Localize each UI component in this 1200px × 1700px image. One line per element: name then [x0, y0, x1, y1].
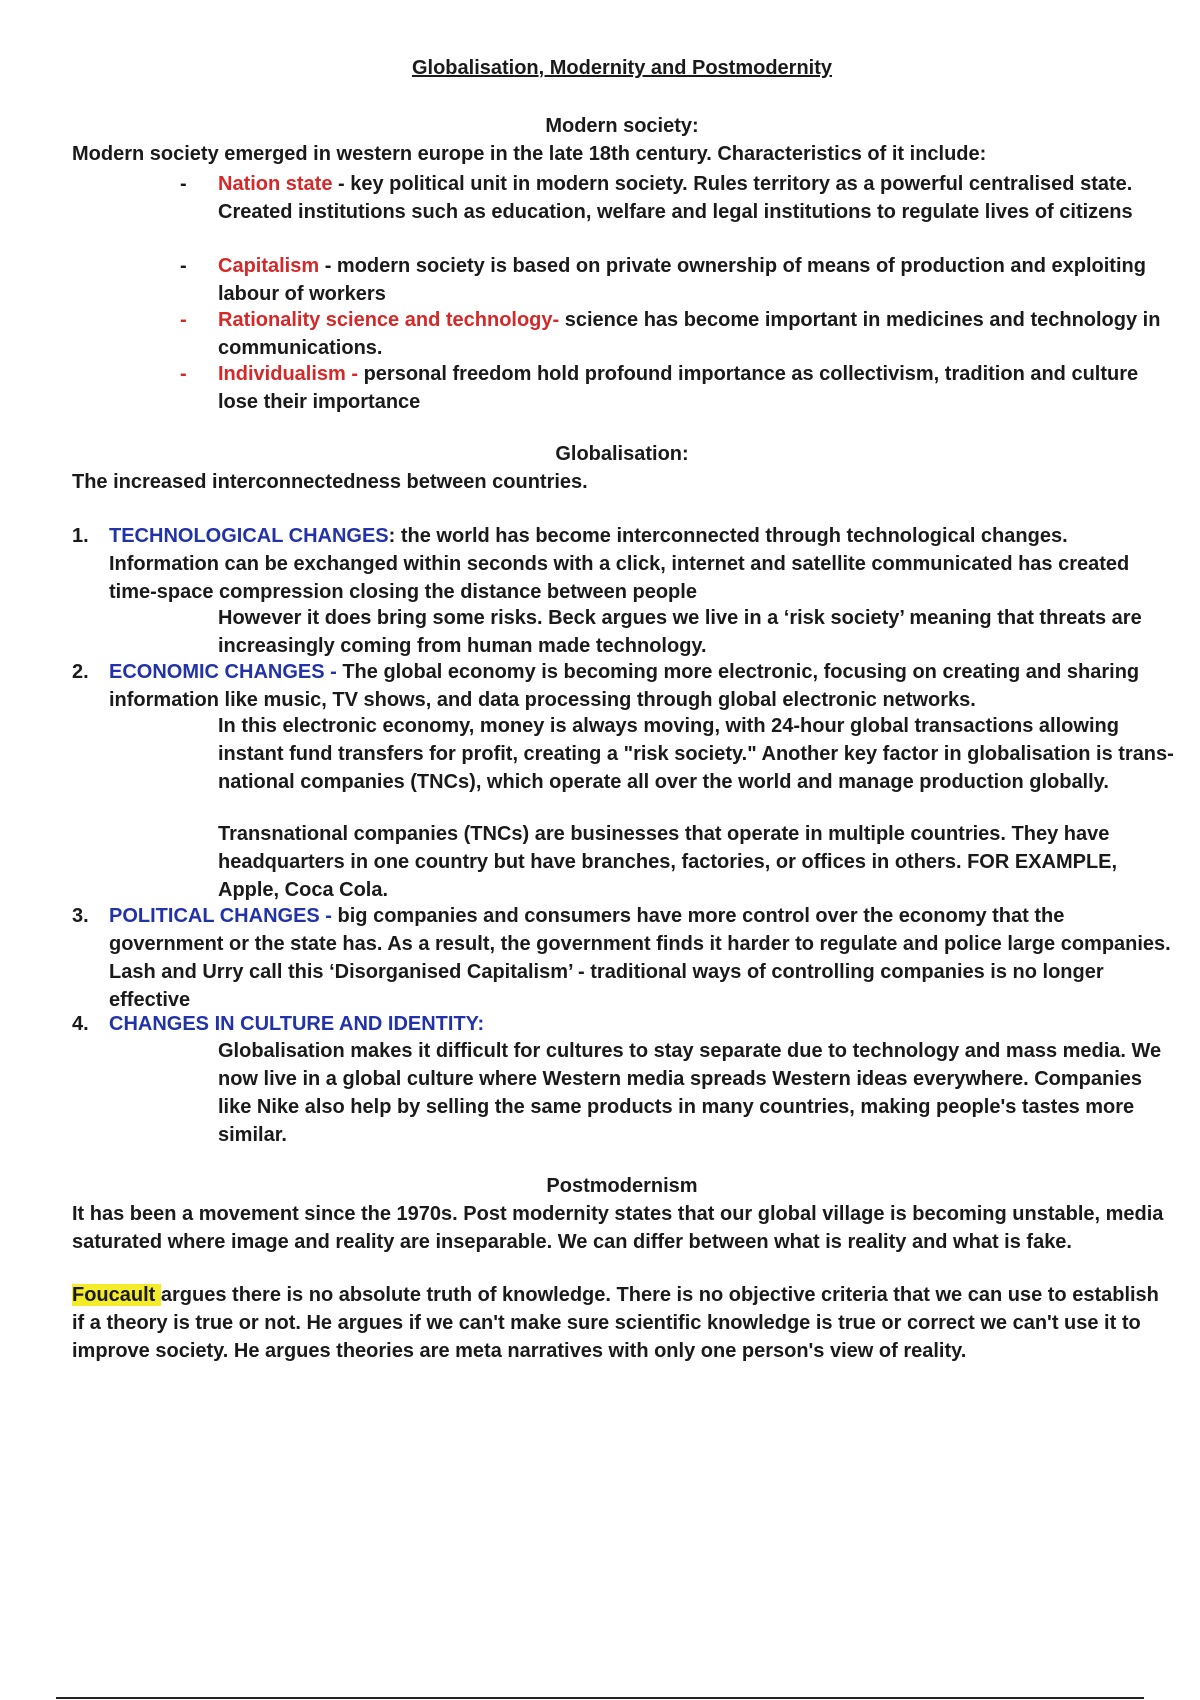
globalisation-heading: Globalisation: — [555, 443, 689, 465]
modern-society-heading: Modern society: — [545, 115, 699, 137]
bullet-body: - modern society is based on private ownership of means of production and exploiting labour of workers — [218, 255, 1146, 305]
list-body: The global economy is becoming more electronic, focusing on creating and sharing information like music, TV shows, and data processing through global electronic networks. — [109, 661, 1140, 711]
postmodernism-heading: Postmodernism — [546, 1175, 698, 1197]
indent-paragraph: However it does bring some risks. Beck argues we live in a ‘risk society’ meaning that threats are increasingly coming from human made technology. — [218, 607, 1142, 657]
term-political-changes: POLITICAL CHANGES - — [109, 905, 338, 927]
bullet-dash: - — [180, 255, 187, 277]
page-bottom-rule — [56, 1697, 1144, 1699]
document-title: Globalisation, Modernity and Postmodernity — [411, 57, 833, 79]
bullet-dash: - — [180, 309, 187, 331]
foucault-highlight: Foucault — [72, 1284, 161, 1306]
indent-paragraph: Globalisation makes it difficult for cultures to stay separate due to technology and mass media. We now live in a global culture where Western media spreads Western ideas everywhere. Companies like Nike also help by selling the same products in many countries, making people's tastes more similar. — [218, 1040, 1162, 1146]
list-text — [109, 902, 1181, 1014]
foucault-body: argues there is no absolute truth of knowledge. There is no objective criteria that we can use to establish if a theory is true or not. He argues if we can't make sure scientific knowledge is true or correct we can't use it to improve society. He argues theories are meta narratives with only one person's view of reality. — [72, 1284, 1159, 1362]
term-individualism: Individualism - — [218, 363, 364, 385]
list-number: 2. — [72, 661, 89, 683]
indent-paragraph: In this electronic economy, money is always moving, with 24-hour global transactions allowing instant fund transfers for profit, creating a "risk society." Another key factor in globalisation is trans-national companies (TNCs), which operate all over the world and manage production globally. — [218, 715, 1174, 793]
term-culture-identity: CHANGES IN CULTURE AND IDENTITY: — [109, 1013, 485, 1035]
term-capitalism: Capitalism — [218, 255, 320, 277]
bullet-body: personal freedom hold profound importance as collectivism, tradition and culture lose their importance — [218, 363, 1139, 413]
term-technological-changes: TECHNOLOGICAL CHANGES — [109, 525, 389, 547]
bullet-body: - key political unit in modern society. Rules territory as a powerful centralised state. Created institutions such as education, welfare and legal institutions to regulate lives of citizens — [218, 173, 1133, 223]
bullet-text — [218, 306, 1178, 362]
globalisation-intro: The increased interconnectedness between countries. — [72, 471, 588, 493]
postmodernism-paragraph: It has been a movement since the 1970s. Post modernity states that our global village is becoming unstable, media saturated where image and reality are inseparable. We can differ between what is reality and what is fake. — [72, 1203, 1164, 1253]
bullet-text — [218, 170, 1178, 226]
list-text — [109, 1010, 1181, 1038]
modern-society-intro: Modern society emerged in western europe in the late 18th century. Characteristics of it include: — [72, 143, 987, 165]
list-number: 4. — [72, 1013, 89, 1035]
list-text — [109, 658, 1181, 714]
list-body: big companies and consumers have more control over the economy that the government or the state has. As a result, the government finds it harder to regulate and police large companies. Lash and Urry call this ‘Disorganised Capitalism’ - traditional ways of controlling companies is no longer effective — [109, 905, 1171, 1011]
term-nation-state: Nation state — [218, 173, 333, 195]
bullet-dash: - — [180, 363, 187, 385]
bullet-text — [218, 360, 1178, 416]
term-rationality: Rationality science and technology- — [218, 309, 560, 331]
list-number: 3. — [72, 905, 89, 927]
bullet-text — [218, 252, 1178, 308]
term-economic-changes: ECONOMIC CHANGES - — [109, 661, 343, 683]
foucault-paragraph — [72, 1281, 1172, 1365]
list-text — [109, 522, 1181, 606]
indent-paragraph: Transnational companies (TNCs) are businesses that operate in multiple countries. They have headquarters in one country but have branches, factories, or offices in others. FOR EXAMPLE, Apple, Coca Cola. — [218, 823, 1118, 901]
list-body: : the world has become interconnected through technological changes. Information can be exchanged within seconds with a click, internet and satellite communicated has created time-space compression closing the distance between people — [109, 525, 1130, 603]
list-number: 1. — [72, 525, 89, 547]
bullet-body: science has become important in medicines and technology in communications. — [218, 309, 1161, 359]
bullet-dash: - — [180, 173, 187, 195]
